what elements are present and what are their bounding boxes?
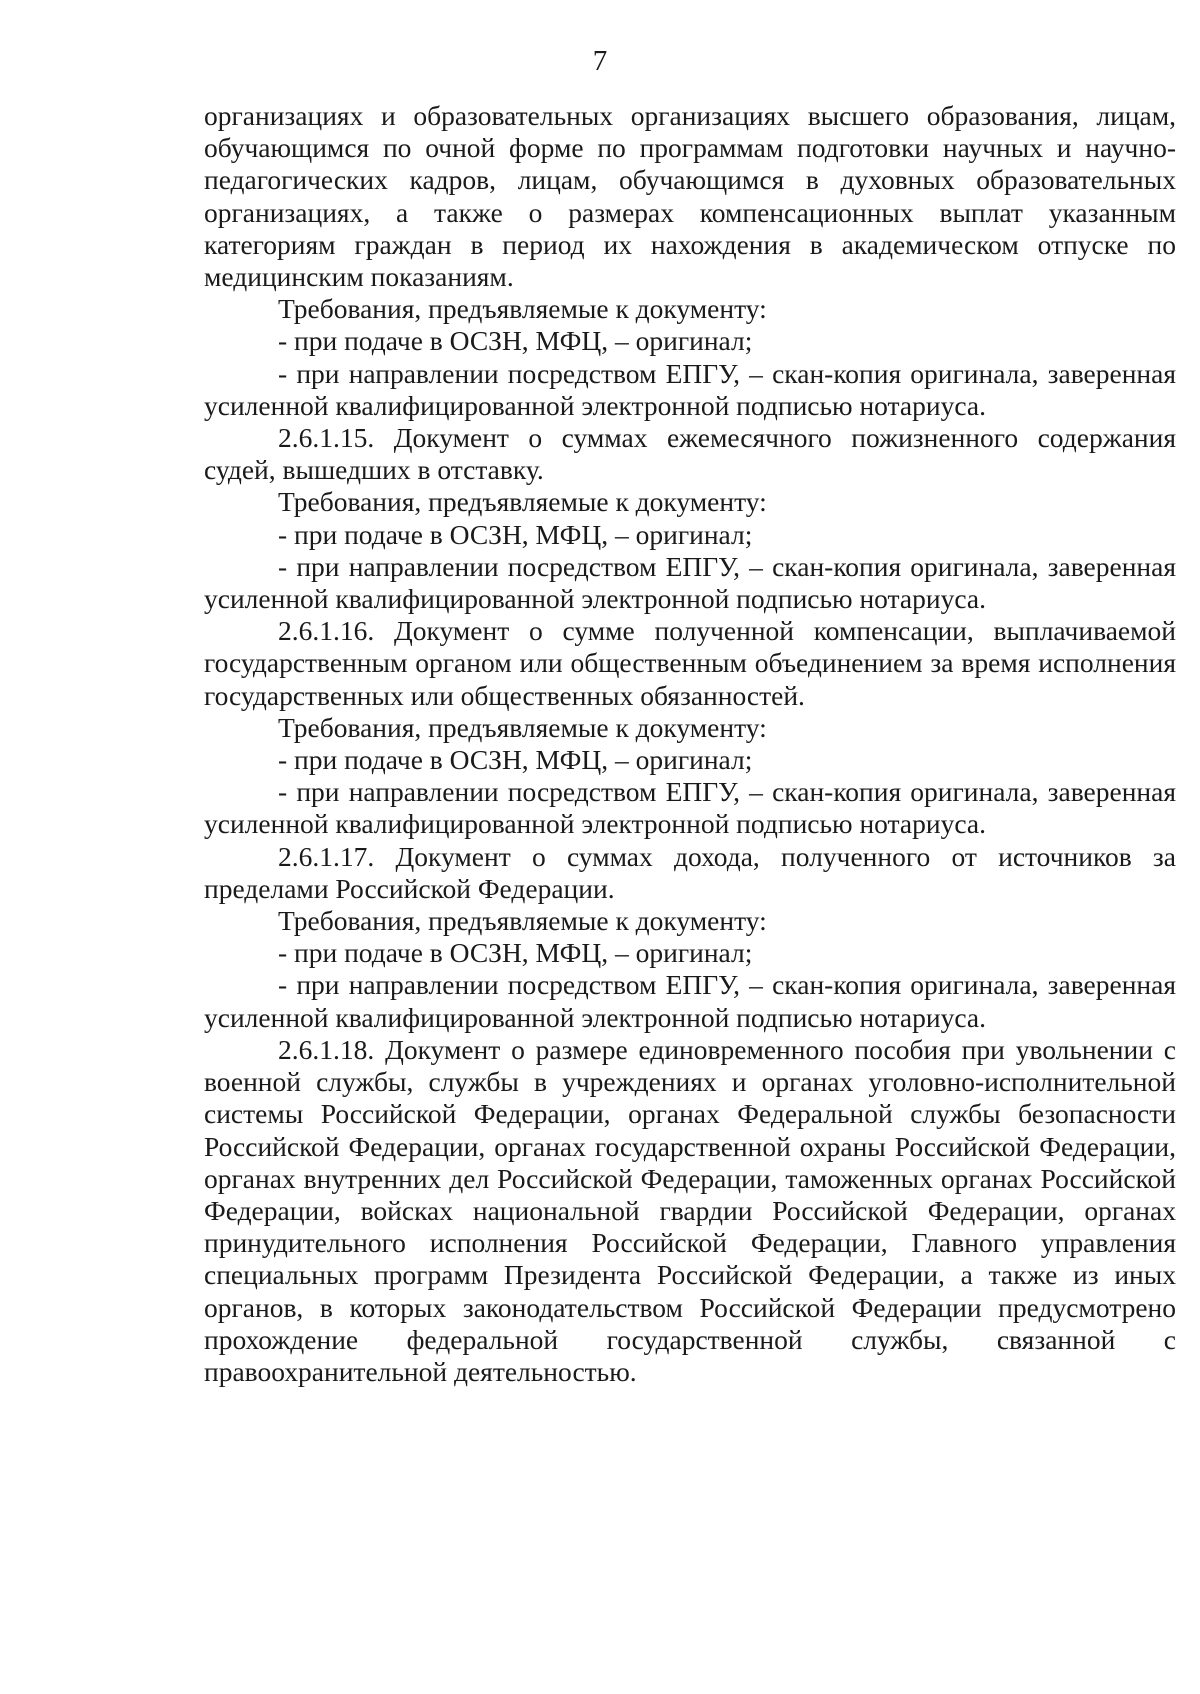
- requirements-heading: Требования, предъявляемые к документу:: [278, 905, 767, 937]
- requirement-item: - при направлении посредством ЕПГУ, – скан-копия оригинала, заверенная усиленной квалифицированной электронной подписью нотариуса.: [204, 357, 1176, 421]
- requirement-item: - при направлении посредством ЕПГУ, – скан-копия оригинала, заверенная усиленной квалифицированной электронной подписью нотариуса.: [204, 969, 1176, 1033]
- requirements-heading: Требования, предъявляемые к документу:: [278, 711, 767, 743]
- section-2-6-1-15: 2.6.1.15. Документ о суммах ежемесячного пожизненного содержания судей, вышедших в отставку.: [204, 422, 1176, 486]
- section-2-6-1-16: 2.6.1.16. Документ о сумме полученной компенсации, выплачиваемой государственным органом или общественным объединением за время исполнения государственных или общественных обязанностей.: [204, 615, 1176, 711]
- requirement-item: - при подаче в ОСЗН, МФЦ, – оригинал;: [278, 325, 753, 357]
- requirement-item: - при подаче в ОСЗН, МФЦ, – оригинал;: [278, 744, 753, 776]
- requirement-item: - при направлении посредством ЕПГУ, – скан-копия оригинала, заверенная усиленной квалифицированной электронной подписью нотариуса.: [204, 550, 1176, 615]
- page-number: 7: [592, 45, 608, 77]
- requirements-heading: Требования, предъявляемые к документу:: [278, 293, 767, 325]
- requirements-heading: Требования, предъявляемые к документу:: [278, 486, 767, 518]
- section-2-6-1-17: 2.6.1.17. Документ о суммах дохода, полученного от источников за пределами Российской Федерации.: [204, 840, 1176, 904]
- paragraph-continuation: организациях и образовательных организациях высшего образования, лицам, обучающимся по очной форме по программам подготовки научных и научно-педагогических кадров, лицам, обучающимся в духовных образовательных организациях, а также о размерах компенсационных выплат указанным категориям граждан в период их нахождения в академическом отпуске по медицинским показаниям.: [204, 100, 1176, 293]
- document-body: [204, 100, 1176, 1388]
- requirement-item: - при направлении посредством ЕПГУ, – скан-копия оригинала, заверенная усиленной квалифицированной электронной подписью нотариуса.: [204, 776, 1176, 840]
- requirement-item: - при подаче в ОСЗН, МФЦ, – оригинал;: [278, 937, 753, 969]
- section-2-6-1-18: 2.6.1.18. Документ о размере единовременного пособия при увольнении с военной службы, службы в учреждениях и органах уголовно-исполнительной системы Российской Федерации, органах Федеральной службы безопасности Российской Федерации, органах государственной охраны Российской Федерации, органах внутренних дел Российской Федерации, таможенных органах Российской Федерации, войсках национальной гвардии Российской Федерации, органах принудительного исполнения Российской Федерации, Главного управления специальных программ Президента Российской Федерации, а также из иных органов, в которых законодательством Российской Федерации предусмотрено прохождение федеральной государственной службы, связанной с правоохранительной деятельностью.: [204, 1033, 1176, 1387]
- requirement-item: - при подаче в ОСЗН, МФЦ, – оригинал;: [278, 518, 753, 550]
